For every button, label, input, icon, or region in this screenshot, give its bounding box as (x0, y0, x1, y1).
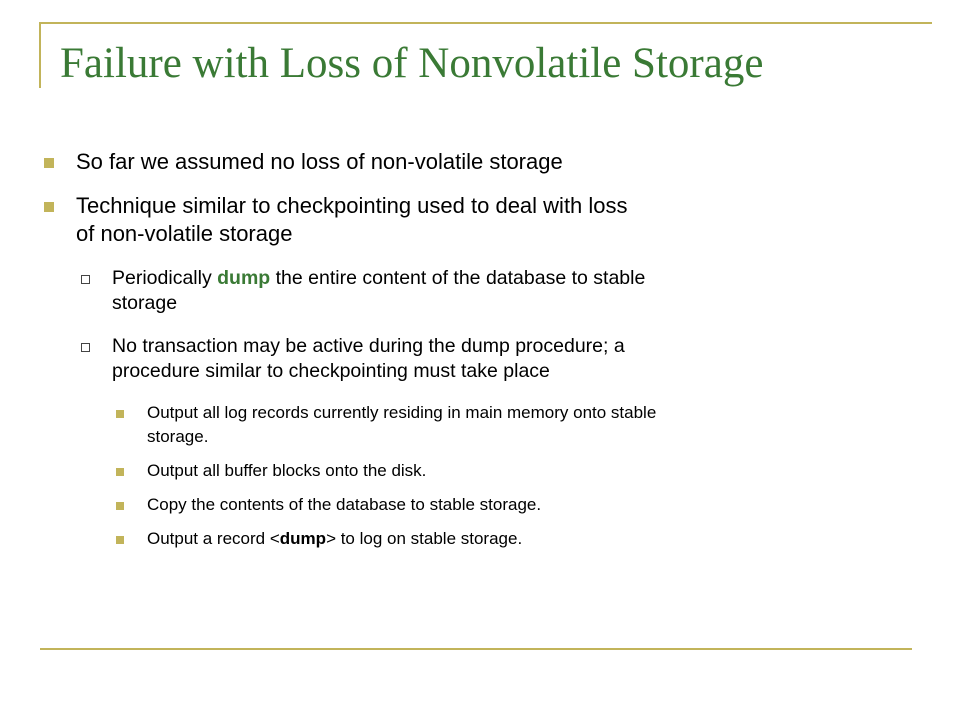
square-bullet-icon (116, 502, 124, 510)
step-output-buffer-blocks (147, 459, 917, 483)
dump-record-keyword: dump (279, 529, 327, 548)
sub-bullet-text-line-2: procedure similar to checkpointing must take place (112, 360, 550, 382)
bullet-text-line-1: Technique similar to checkpointing used to deal with loss (76, 193, 628, 218)
square-bullet-icon (116, 410, 124, 418)
step-text: Output all buffer blocks onto the disk. (147, 461, 427, 480)
step-output-dump-record (147, 527, 917, 551)
slide-title: Failure with Loss of Nonvolatile Storage (60, 40, 764, 87)
sub-bullet-text-line-1: No transaction may be active during the dump procedure; a (112, 335, 625, 357)
sub-bullet-text-before: Periodically (112, 267, 218, 289)
step-output-log-records (147, 401, 917, 449)
hollow-square-bullet-icon (81, 275, 90, 284)
bullet-text-line-2: of non-volatile storage (76, 221, 293, 246)
step-text-after: > to log on stable storage. (326, 529, 523, 548)
step-copy-database (147, 493, 917, 517)
title-top-rule (40, 22, 932, 24)
sub-bullet-text-line-2: storage (112, 292, 178, 314)
step-text-before: Output a record < (147, 529, 280, 548)
sub-bullet-text-after: the entire content of the database to stable (270, 267, 646, 289)
square-bullet-icon (116, 468, 124, 476)
hollow-square-bullet-icon (81, 343, 90, 352)
bullet-text: So far we assumed no loss of non-volatile storage (76, 149, 563, 174)
sub-bullet-periodic-dump (112, 266, 902, 316)
square-bullet-icon (44, 202, 54, 212)
step-text-line-1: Output all log records currently residing in main memory onto stable (147, 403, 657, 422)
title-left-rule (39, 22, 41, 88)
bullet-checkpointing-technique (76, 192, 896, 248)
square-bullet-icon (116, 536, 124, 544)
step-text: Copy the contents of the database to stable storage. (147, 495, 542, 514)
bullet-no-loss-assumption (76, 148, 896, 176)
square-bullet-icon (44, 158, 54, 168)
step-text-line-2: storage. (147, 427, 209, 446)
sub-bullet-no-active-transaction (112, 334, 902, 384)
footer-rule (40, 648, 912, 650)
dump-keyword: dump (217, 267, 271, 289)
